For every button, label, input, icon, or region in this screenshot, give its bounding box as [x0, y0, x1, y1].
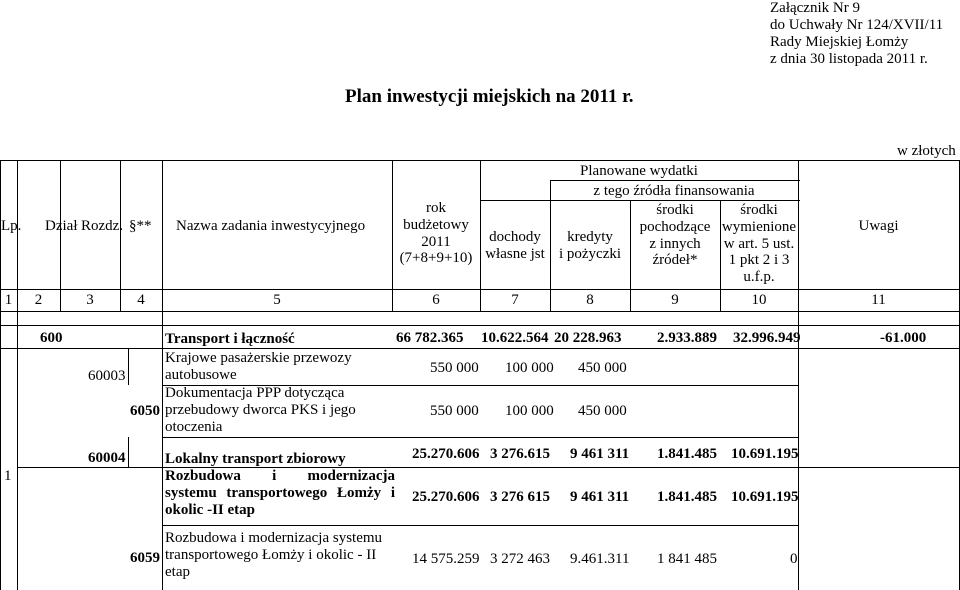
grid-line — [128, 348, 129, 385]
cell-rozdz: 60003 — [88, 368, 126, 384]
cell-loans: 450 000 — [578, 403, 627, 419]
cell-budget-year: 14 575.259 — [412, 551, 480, 567]
col-number: 9 — [671, 292, 679, 308]
cell-budget-year: 25.270.606 — [412, 489, 480, 505]
col-number: 2 — [34, 292, 43, 308]
cell-other-sources: 1.841.485 — [657, 489, 717, 505]
page-title: Plan inwestycji miejskich na 2011 r. — [345, 86, 634, 107]
grid-line — [162, 525, 798, 526]
cell-remarks: -61.000 — [880, 330, 927, 346]
cell-loans: 9.461.311 — [570, 551, 630, 567]
cell-own-income: 3 276.615 — [490, 446, 550, 462]
cell-loans: 9 461 311 — [570, 446, 630, 462]
header-lp: Lp. — [1, 218, 22, 234]
attachment-line-4: z dnia 30 listopada 2011 r. — [770, 51, 928, 67]
cell-budget-year: 550 000 — [430, 360, 479, 376]
col-number: 1 — [4, 292, 13, 308]
cell-lp: 1 — [4, 468, 12, 484]
cell-own-income: 100 000 — [505, 360, 554, 376]
attachment-note — [770, 0, 960, 68]
col-number: 7 — [511, 292, 519, 308]
col-number: 11 — [871, 292, 886, 308]
cell-budget-year: 550 000 — [430, 403, 479, 419]
grid-line — [128, 437, 129, 467]
col-number: 5 — [273, 292, 281, 308]
header-ufp-funds: środki wymienione w art. 5 ust. 1 pkt 2 i 3 u.f.p. — [721, 202, 797, 286]
grid-line — [60, 160, 61, 311]
cell-loans: 20 228.963 — [554, 330, 622, 346]
header-funding-sources: z tego źródła finansowania — [593, 183, 755, 199]
col-number: 8 — [586, 292, 594, 308]
cell-task-name: Transport i łączność — [165, 331, 295, 347]
header-own-income: dochody własne jst — [485, 229, 545, 262]
cell-ufp-funds: 32.996.949 — [733, 330, 801, 346]
cell-own-income: 3 272 463 — [490, 551, 550, 567]
cell-ufp-funds: 10.691.195 — [731, 489, 799, 505]
cell-task-name: Lokalny transport zbiorowy — [165, 451, 346, 467]
cell-task-name: Dokumentacja PPP dotycząca przebudowy dworca PKS i jego otoczenia — [165, 385, 356, 435]
cell-rozdz: 60004 — [88, 450, 126, 466]
cell-ufp-funds: 10.691.195 — [731, 446, 799, 462]
grid-line — [162, 437, 798, 438]
cell-dzial: 600 — [40, 330, 63, 346]
unit-note: w złotych — [897, 143, 956, 159]
grid-line — [0, 311, 960, 312]
header-loans: kredyty i pożyczki — [558, 229, 622, 262]
attachment-line-1: Załącznik Nr 9 — [770, 0, 860, 16]
attachment-line-3: Rady Miejskiej Łomży — [770, 34, 909, 50]
cell-paragraph: 6050 — [130, 403, 160, 419]
cell-other-sources: 1 841 485 — [657, 551, 717, 567]
header-task-name: Nazwa zadania inwestycyjnego — [176, 218, 366, 234]
cell-budget-year: 25.270.606 — [412, 446, 480, 462]
grid-line — [0, 325, 960, 326]
col-number: 6 — [432, 292, 440, 308]
cell-task-name: Rozbudowa i modernizacja systemu transportowego Łomży i okolic - II etap — [165, 530, 383, 580]
grid-line — [480, 200, 800, 201]
col-number: 3 — [86, 292, 94, 308]
cell-loans: 9 461 311 — [570, 489, 630, 505]
header-other-sources: środki pochodzące z innych źródeł* — [639, 202, 711, 269]
header-budget-year: rok budżetowy 2011 (7+8+9+10) — [399, 200, 473, 267]
header-paragraph: §** — [129, 218, 152, 234]
grid-line — [120, 160, 121, 311]
col-number: 4 — [137, 292, 145, 308]
cell-ufp-funds: 0 — [790, 551, 798, 567]
cell-paragraph: 6059 — [130, 550, 160, 566]
grid-line — [0, 348, 960, 349]
cell-other-sources: 1.841.485 — [657, 446, 717, 462]
header-dzial: Dział — [45, 218, 78, 234]
header-remarks: Uwagi — [858, 218, 899, 234]
cell-own-income: 100 000 — [505, 403, 554, 419]
grid-line — [17, 467, 960, 468]
header-planned-expenses: Planowane wydatki — [580, 163, 698, 179]
col-number: 10 — [751, 292, 767, 308]
grid-line — [550, 180, 800, 181]
cell-own-income: 10.622.564 — [481, 330, 549, 346]
cell-own-income: 3 276 615 — [490, 489, 550, 505]
grid-line — [162, 160, 163, 590]
cell-task-name: Rozbudowa i modernizacja systemu transportowego Łomży i okolic -II etap — [165, 468, 395, 518]
cell-loans: 450 000 — [578, 360, 627, 376]
attachment-line-2: do Uchwały Nr 124/XVII/11 — [770, 17, 944, 33]
header-rozdz: Rozdz. — [81, 218, 124, 234]
cell-budget-year: 66 782.365 — [396, 330, 464, 346]
cell-other-sources: 2.933.889 — [657, 330, 717, 346]
cell-task-name: Krajowe pasażerskie przewozy autobusowe — [165, 350, 352, 383]
